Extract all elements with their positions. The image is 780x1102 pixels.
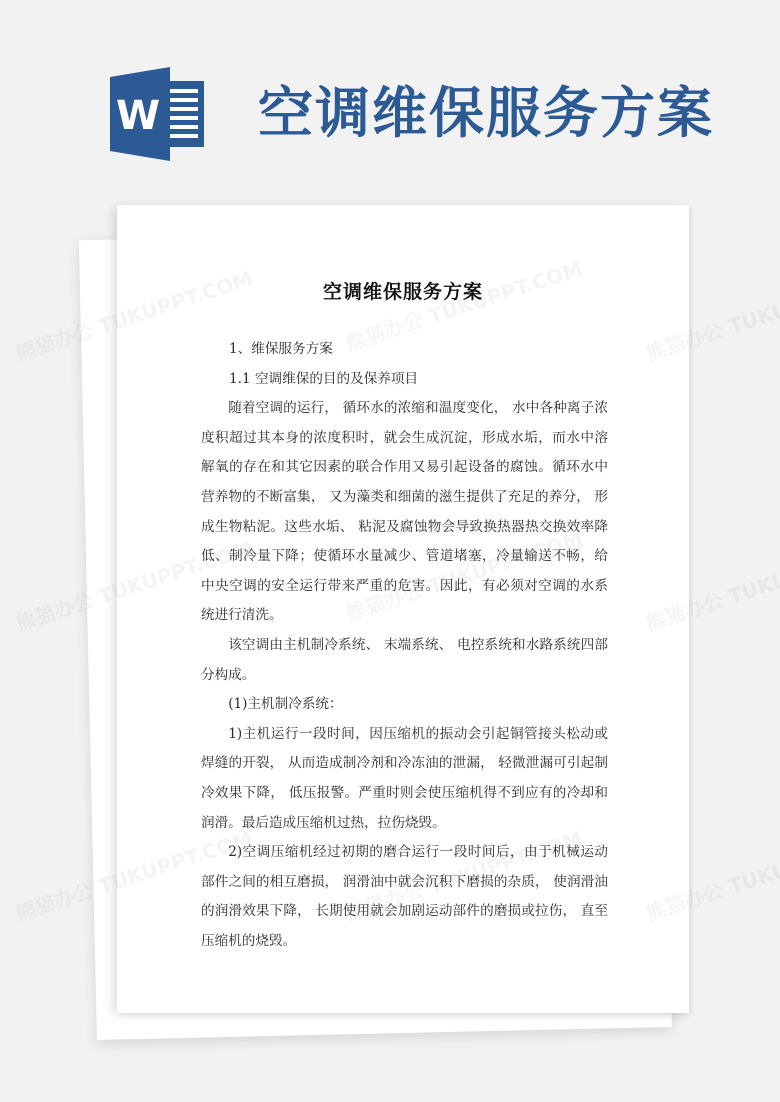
paragraph: 随着空调的运行， 循环水的浓缩和温度变化， 水中各种离子浓度积超过其本身的浓度积时，就会生成沉淀，形成水垢，而水中溶解氧的存在和其它因素的联合作用又易引起设备的腐蚀。循环水中营养物的不断富集， 又为藻类和细菌的滋生提供了充足的养分， 形成生物粘泥。这些水垢、 粘泥及腐蚀物会导致换热器热交换效率降低、制冷量下降；使循环水量减少、管道堵塞，冷量输送不畅，给中央空调的安全运行带来严重的危害。因此，有必须对空调的水系统进行清洗。 <box>201 400 608 624</box>
document-title: 空调维保服务方案 <box>322 281 483 303</box>
document-body <box>201 335 608 956</box>
paragraph: (1)主机制冷系统： <box>228 696 343 713</box>
paragraph: 1)主机运行一段时间，因压缩机的振动会引起铜管接头松动或焊缝的开裂， 从而造成制冷剂和冷冻油的泄漏， 轻微泄漏可引起制冷效果下降， 低压报警。严重时则会使压缩机得不到应有的冷却和润滑。最后造成压缩机过热，拉伤烧毁。 <box>201 725 608 831</box>
paragraph: 该空调由主机制冷系统、 末端系统、 电控系统和水路系统四部分构成。 <box>201 636 608 683</box>
svg-text:W: W <box>115 93 161 139</box>
document-page <box>117 205 689 1013</box>
banner <box>0 0 780 190</box>
paragraph: 2)空调压缩机经过初期的磨合运行一段时间后，由于机械运动部件之间的相互磨损， 润滑油中就会沉积下磨损的杂质， 使润滑油的润滑效果下降， 长期使用就会加剧运动部件的磨损或拉伤， 直至压缩机的烧毁。 <box>201 844 608 949</box>
word-document-icon <box>108 67 208 161</box>
section-heading: 1、维保服务方案 <box>229 341 333 357</box>
subsection-heading: 1.1 空调维保的目的及保养项目 <box>229 370 419 387</box>
banner-title: 空调维保服务方案 <box>258 80 715 145</box>
